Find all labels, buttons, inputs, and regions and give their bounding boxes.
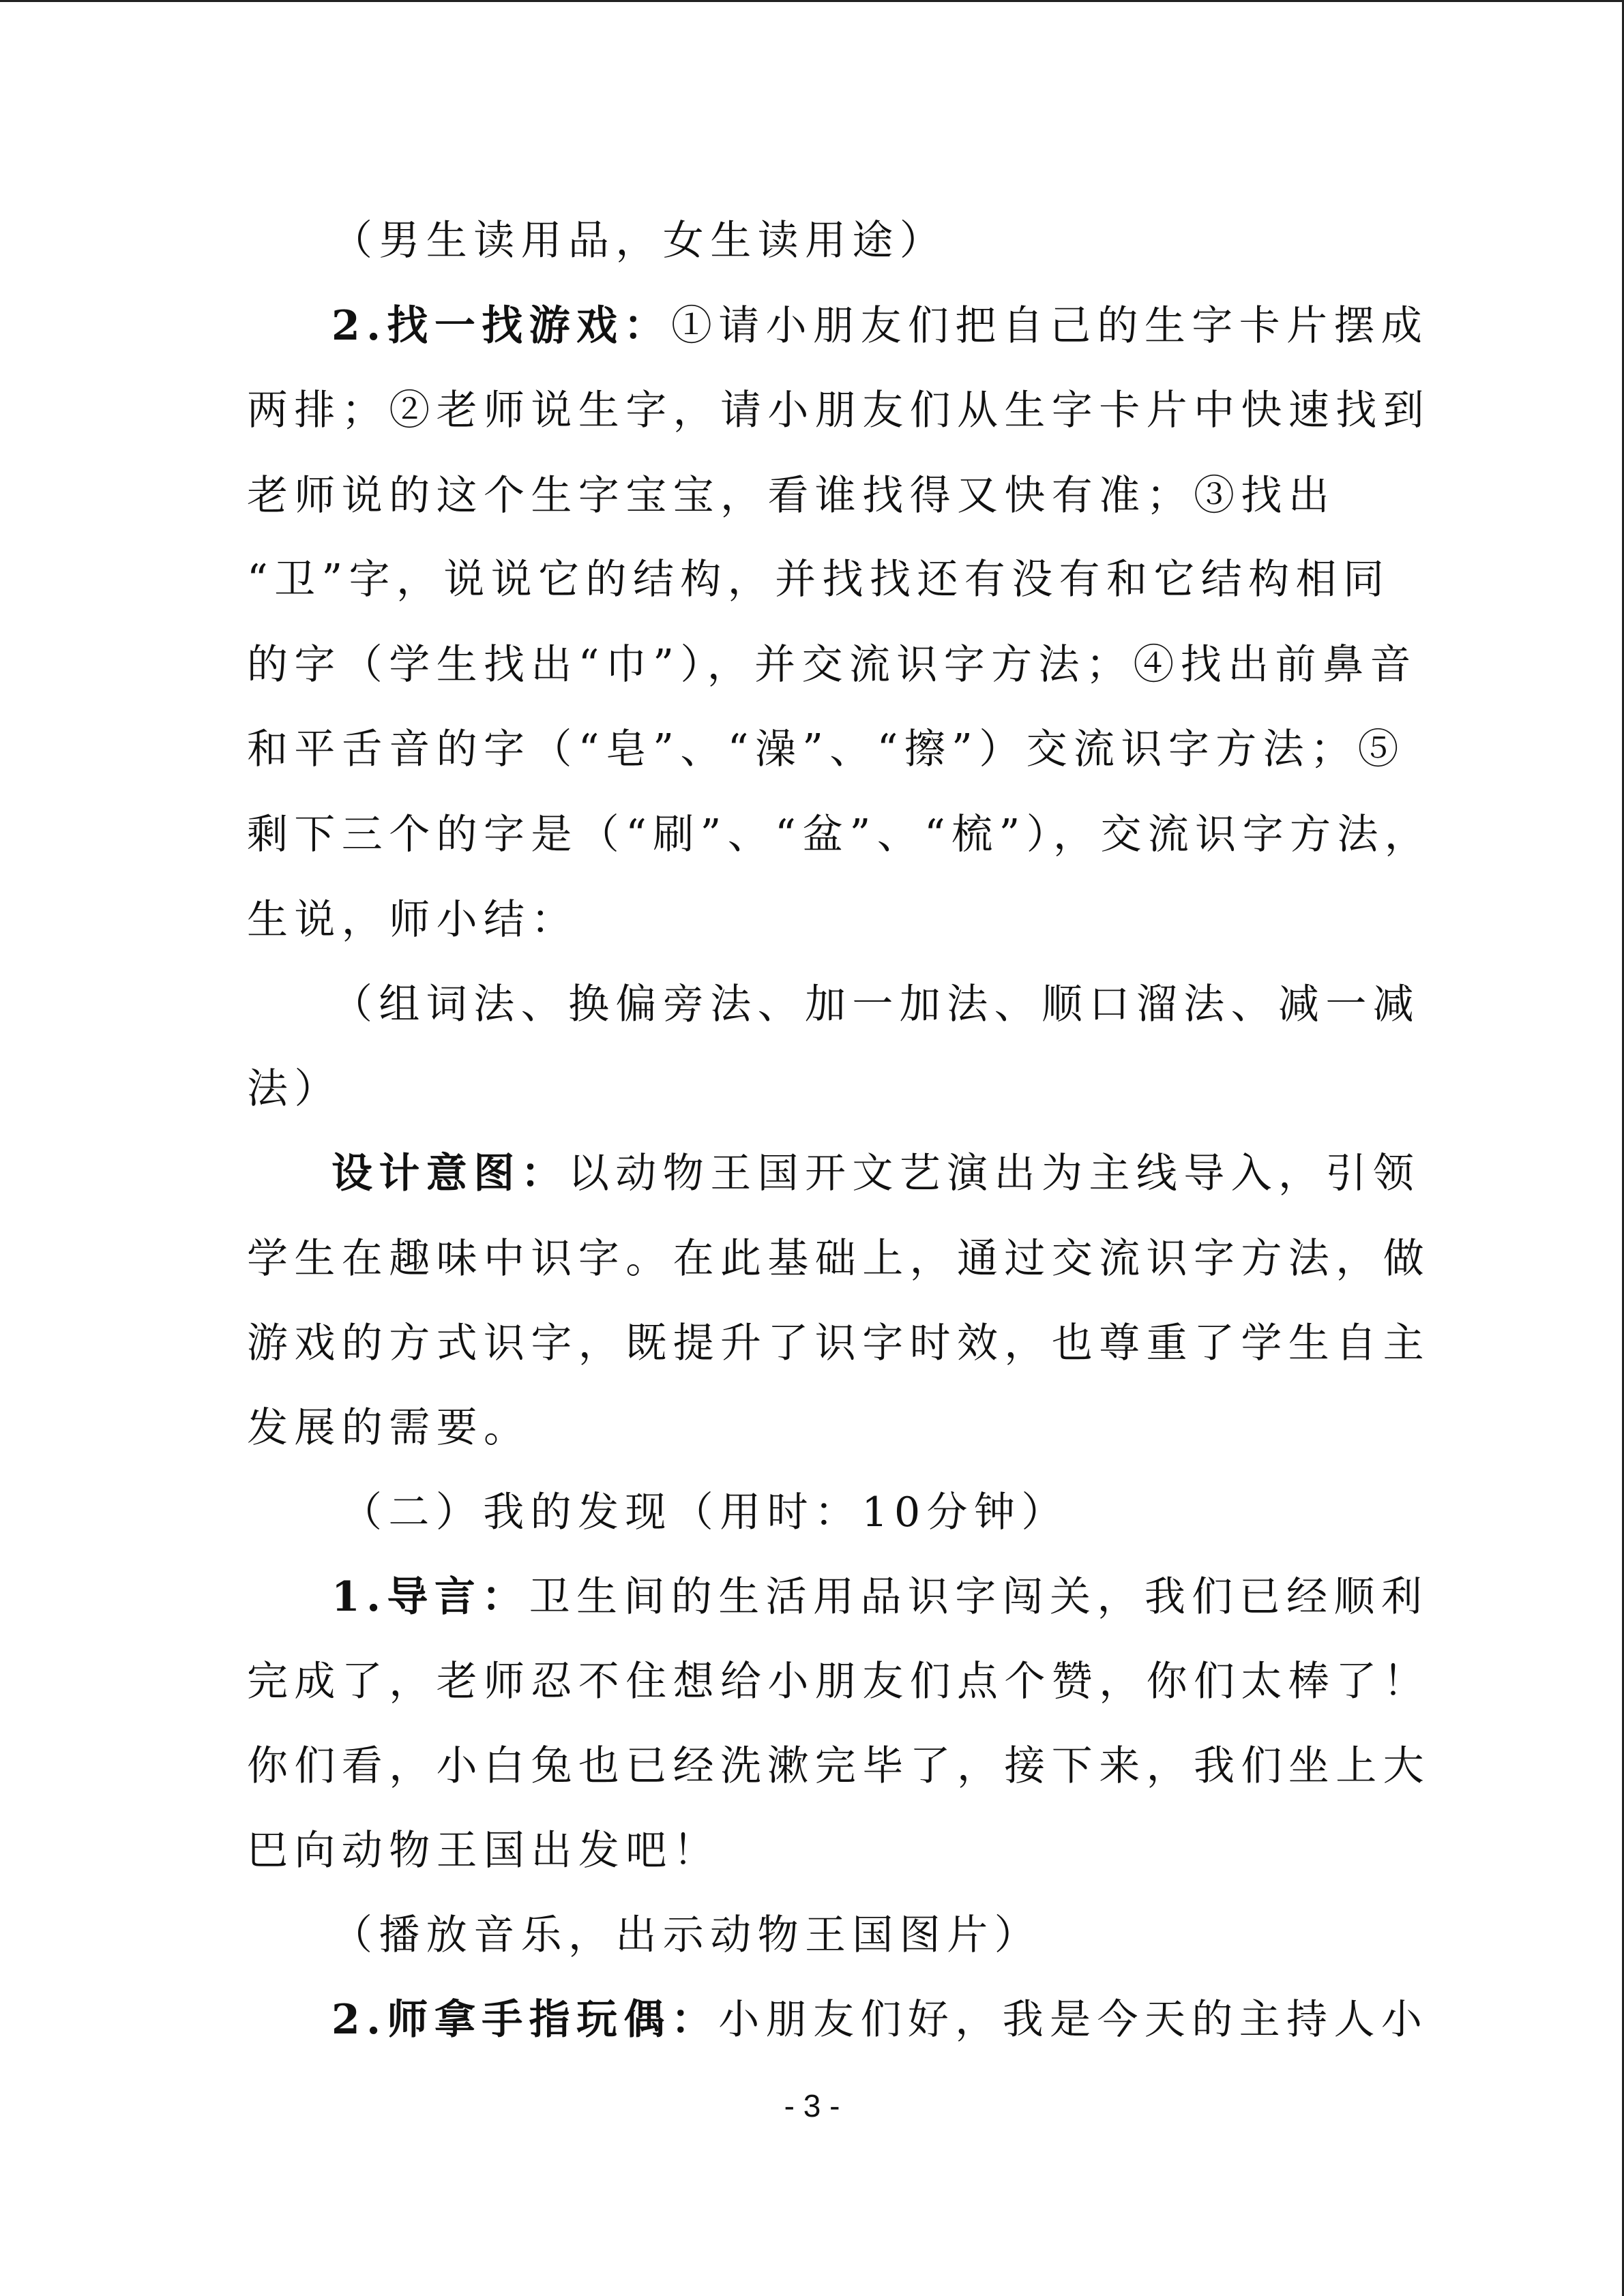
paragraph-design-intent-line1: 设计意图：以动物王国开文艺演出为主线导入，引领 [331, 1150, 1421, 1197]
heading-find-game: 2.找一找游戏： [331, 302, 671, 350]
heading-puppet: 2.师拿手指玩偶： [331, 1996, 719, 2044]
paragraph-find-game-line1: 2.找一找游戏：①请小朋友们把自己的生字卡片摆成 [331, 302, 1429, 350]
paragraph-find-game-line6: 和平舌音的字（“皂”、“澡”、“擦”）交流识字方法；⑤ [247, 726, 1405, 773]
section-heading-my-discovery: （二）我的发现（用时：10分钟） [341, 1489, 1069, 1536]
paragraph-find-game-line7: 剩下三个的字是（“刷”、“盆”、“梳”），交流识字方法， [247, 811, 1432, 859]
paragraph-find-game-line4: “卫”字，说说它的结构，并找找还有没有和它结构相同 [247, 556, 1391, 603]
paragraph-find-game-line2: 两排；②老师说生字，请小朋友们从生字卡片中快速找到 [247, 387, 1430, 434]
paragraph-design-intent-line2: 学生在趣味中识字。在此基础上，通过交流识字方法，做 [247, 1235, 1430, 1283]
page-number: - 3 - [784, 2088, 840, 2123]
paragraph-intro-line2: 完成了，老师忍不住想给小朋友们点个赞，你们太棒了！ [247, 1658, 1430, 1705]
paragraph-find-game-line5: 的字（学生找出“巾”），并交流识字方法；④找出前鼻音 [247, 641, 1417, 689]
paragraph-intro-line4: 巴向动物王国出发吧！ [247, 1827, 720, 1875]
paragraph-find-game-line8: 生说，师小结： [247, 896, 578, 944]
page-border-top [0, 0, 1624, 2]
heading-intro: 1.导言： [331, 1573, 529, 1621]
paragraph-design-intent-line4: 发展的需要。 [247, 1404, 531, 1452]
paragraph-design-intent-line3: 游戏的方式识字，既提升了识字时效，也尊重了学生自主 [247, 1320, 1430, 1367]
paragraph-instruction-reading: （男生读用品，女生读用途） [331, 217, 947, 265]
paragraph-find-game-line3: 老师说的这个生字宝宝，看谁找得又快有准；③找出 [247, 472, 1336, 520]
paragraph-puppet-line1: 2.师拿手指玩偶：小朋友们好，我是今天的主持人小 [331, 1996, 1429, 2044]
paragraph-methods-line2: 法） [247, 1065, 342, 1113]
heading-design-intent: 设计意图： [331, 1150, 568, 1197]
paragraph-methods-line1: （组词法、换偏旁法、加一加法、顺口溜法、减一减 [331, 981, 1421, 1028]
paragraph-play-music: （播放音乐，出示动物王国图片） [331, 1911, 1042, 1959]
paragraph-intro-line1: 1.导言：卫生间的生活用品识字闯关，我们已经顺利 [331, 1573, 1429, 1621]
paragraph-intro-line3: 你们看，小白兔也已经洗漱完毕了，接下来，我们坐上大 [247, 1742, 1430, 1790]
